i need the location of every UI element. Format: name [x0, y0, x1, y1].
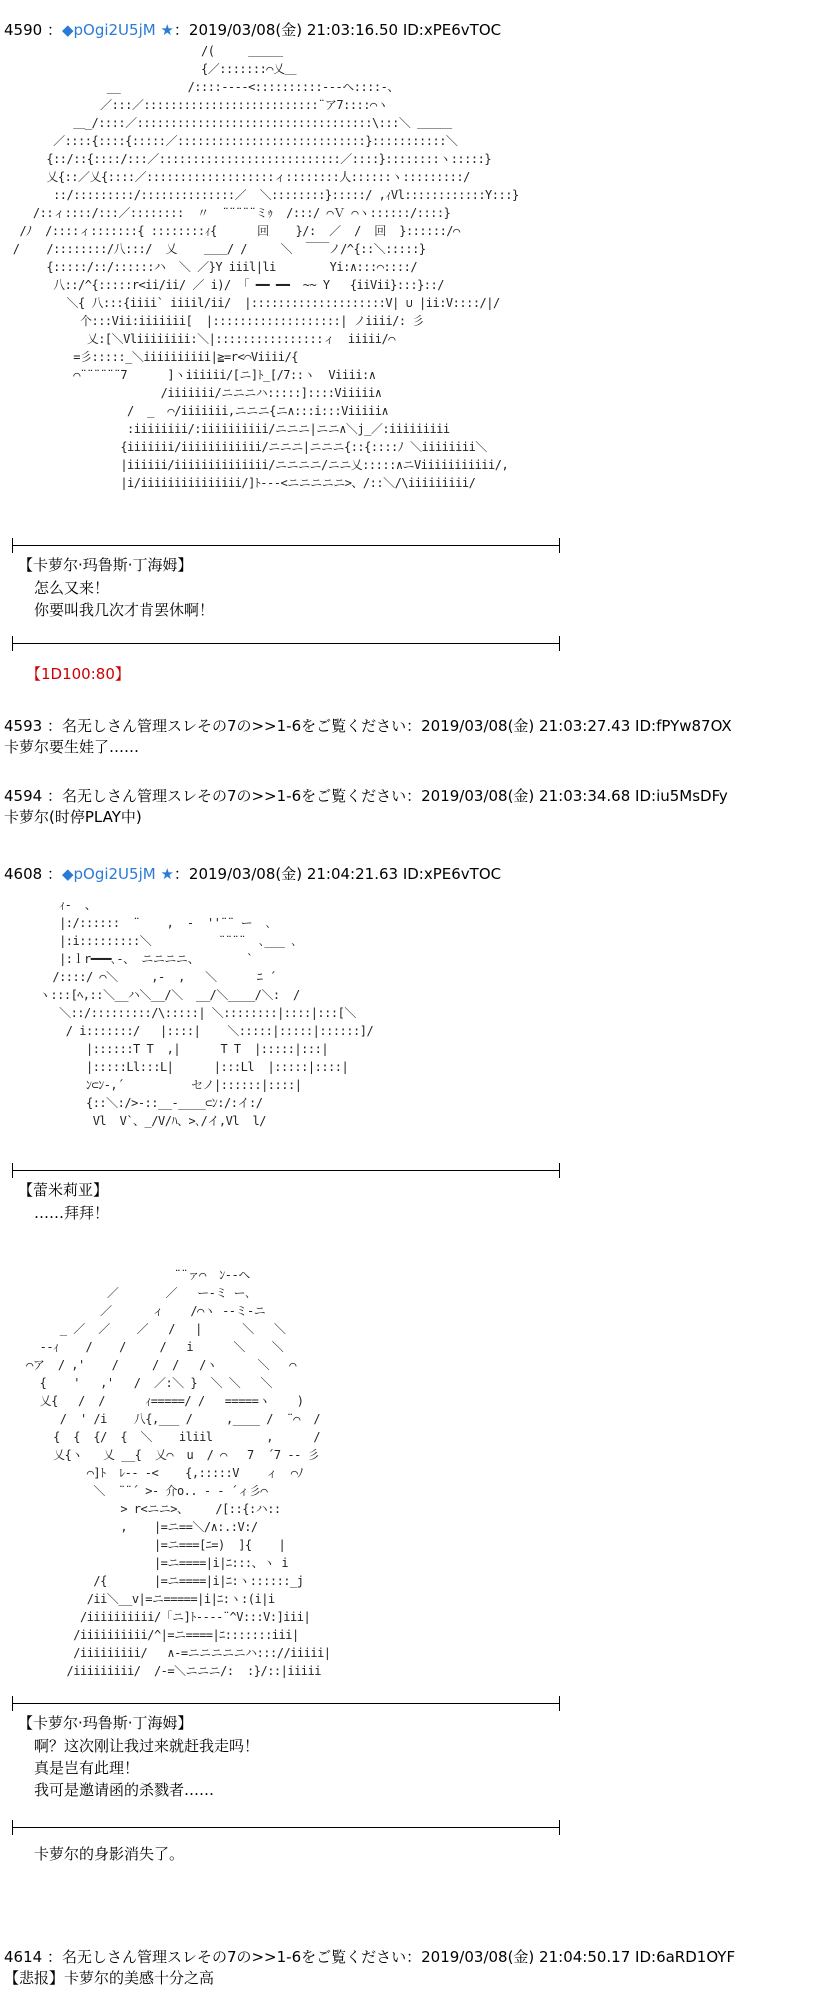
- speaker-name: 【蕾米莉亚】: [18, 1181, 109, 1199]
- dialogue-line: 我可是邀请函的杀戮者……: [34, 1781, 215, 1799]
- post-header-4614: 4614 ：名无しさん管理スレその7の>>1-6をご覧ください：2019/03/08(金) 21:04:50.17 ID:6aRD1OYF: [4, 1948, 736, 1966]
- divider: [12, 643, 560, 644]
- post-meta: ：2019/03/08(金) 21:03:16.50 ID:xPE6vTOC: [173, 21, 502, 39]
- ascii-art-remilia: ｨ- 、 |:/:::::: ¨ , - ''¨¨ ー ､ |:i:::::::::＼ ¨¨¨¨ ､___ ､ |:ｌr━━━､-、 ニニニニ、 ` /::::/ ⌒＼ ,- , ＼ ﾆ ´ ヽ:::[ﾍ,::＼__ハ＼__/＼ __/＼____/＼: / ＼::/:::::::::/\:::::| ＼::::::::|::::|:::[＼ / i:::::::/ |::::| ＼:::::|:::::|::::::]/ |::::::T T ,| T T |:::::|:::| |:::::Ll:::L| |:::Ll |:::::|::::| ﾝ⊂ﾝ-,´ セノ|::::::|::::| {::＼:/>-::__-____⊂ﾝ:/:イ:/ Vl V`、_/V/ﾊ、>､/イ,Vl l/: [38, 898, 374, 1128]
- post-header: [4, 864, 833, 884]
- divider: [12, 1827, 560, 1828]
- speaker-name: 【卡萝尔·玛鲁斯·丁海姆】: [18, 1714, 193, 1732]
- post-header: [4, 20, 833, 40]
- post-number[interactable]: 4608 ：: [4, 865, 62, 883]
- post-body-4593: 卡萝尔要生娃了……: [4, 738, 140, 756]
- dialogue-line: 真是岂有此理！: [34, 1759, 140, 1777]
- dice-roll: 【1D100:80】: [26, 665, 130, 683]
- dialogue-line: ……拜拜！: [34, 1204, 110, 1222]
- divider: [12, 545, 560, 546]
- speaker-name: 【卡萝尔·玛鲁斯·丁海姆】: [18, 556, 193, 574]
- divider: [12, 1703, 560, 1704]
- divider: [12, 1170, 560, 1171]
- post-4590: [4, 20, 833, 40]
- post-header-4593: 4593 ：名无しさん管理スレその7の>>1-6をご覧ください：2019/03/08(金) 21:03:27.43 ID:fPYw87OX: [4, 717, 732, 735]
- narration: 卡萝尔的身影消失了。: [34, 1845, 185, 1863]
- trip-code: ◆pOgi2U5jM ★: [61, 865, 174, 883]
- post-number[interactable]: 4590 ：: [4, 21, 62, 39]
- post-body-4594: 卡萝尔(时停PLAY中): [4, 808, 142, 826]
- post-meta: ：2019/03/08(金) 21:04:21.63 ID:xPE6vTOC: [173, 865, 502, 883]
- ascii-art-carol-2: ¨¨ァ⌒ ﾝ--ヘ ／ ／ ー-ミ ー､ ／ ィ /⌒ヽ --ミ-ニ _ ／ ／ ／ / | ＼ ＼ --ｨ / / / i ＼ ＼ ⌒ア / ,' / / / /ヽ ＼ ⌒ { ' ,' / ／:＼ } ＼ ＼ ＼ 乂{ / / ｨ=====/ / =====ヽ ) / ' /i 八{,___ / ,____ / ¨⌒ / { { {/ { ＼ iliil , / 乂{ヽ 乂 __{ 乂⌒ u / ⌒ 7 ´7 -- 彡 ⌒]ﾄ ﾚ-- -< {,:::::V ィ ⌒ﾉ ＼ ¨¨´ >- 介o.. - - ´ィ彡⌒ > r<ニニ>、 /[::{:ハ:: , |=ニ==＼/∧:.:V:/ |=ニ===[ﾆ=) ]{ | |=ニ====|i|ﾆ:::、ヽ i /{ |=ニ====|i|ﾆ:ヽ::::::_j /ii＼__v|=ニ=====|i|ﾆ:ヽ:(i|i /iiiiiiiiii/「ニ]ﾄ----¨^V:::V:]iii| /iiiiiiiiii/^|=ニ====|ﾆ:::::::iii| /iiiiiiiii/ ∧-=ニニニニニハ::://iiiii| /iiiiiiiii/ /-=＼ニニニ/: :}/::|iiiii: [26, 1268, 331, 1678]
- post-body-4614: 【悲报】卡萝尔的美感十分之高: [4, 1969, 215, 1987]
- ascii-art-carol-1: /( ＿＿＿ {／:::::::⌒乂＿ __ /::::----<::::::::::---ヘ::::-、 ／:::／::::::::::::::::::::::::::¨ア7::::⌒ヽ ＿_/::::／:::::::::::::::::::::::::::::::::::\:::＼ ＿＿＿ ／::::{::::{:::::／::::::::::::::::::::::::::::}:::::::::::＼ {::/::{::::/:::／:::::::::::::::::::::::::::／::::}::::::::ヽ:::::} 乂{::／乂{::::／:::::::::::::::::::ィ::::::::人::::::ヽ:::::::::/ ::/:::::::::/::::::::::::::／ ＼::::::::}:::::/ ,ｨVl::::::::::::Y:::} /::ィ::::/:::／:::::::: 〃 ¨¨¨¨¨ミｩ /:::/ ⌒Ｖ ⌒ヽ::::::/::::} /ﾉ /::::ィ:::::::{ ::::::::ｨ{ 回 }/: ／ / 回 }::::::/⌒ / /::::::::/八:::/ 乂 ＿＿/ / ＼ ￣￣ノ/^{::＼:::::} {:::::/::/::::::ハ ＼ ／}Y iiil|li Yi:∧:::⌒::::/ 八::/^{:::::r<ii/ii/ ／ i)/ 「 ━━ ━━ ~~ Y {iiVii}:::}::/ ＼{ 八:::{iiii` iiiil/ii/ |::::::::::::::::::::V| ∪ |ii:V::::/|/ 个:::Vii:iiiiiii[ |:::::::::::::::::::| ノiiii/: 彡 乂:[＼Vliiiiiiii:＼|::::::::::::::::ィ iiiii/⌒ =彡:::::_＼iiiiiiiiii|≧=r<⌒Viiii/{ ⌒¨¨¨¨¨¨7 ]ヽiiiiii/[ニ]ﾄ_[/7::ヽ Viiii:∧ /iiiiiii/ニニニハ:::::]::::Viiiii∧ / _ ⌒/iiiiiii,ニニニ{ニ∧:::i:::Viiiii∧ :iiiiiiii/:iiiiiiiiii/ニニニ|ニニ∧＼j_／:iiiiiiiii {iiiiiii/iiiiiiiiiiii/ニニニ|ニニニ{::{::::ﾉ ＼iiiiiiii＼ |iiiiii/iiiiiiiiiiiiii/ニニニニ/ニニ乂:::::∧ニViiiiiiiiiii/, |i/iiiiiiiiiiiiiii/]ﾄ---<ニニニニニ>、/::＼/\iiiiiiiii/: [12, 44, 519, 490]
- dialogue-line: 怎么又来！: [34, 579, 110, 597]
- dialogue-line: 啊？这次刚让我过来就赶我走吗！: [34, 1737, 260, 1755]
- post-header-4594: 4594 ：名无しさん管理スレその7の>>1-6をご覧ください：2019/03/08(金) 21:03:34.68 ID:iu5MsDFy: [4, 787, 728, 805]
- post-4608: [4, 864, 833, 884]
- trip-code: ◆pOgi2U5jM ★: [61, 21, 174, 39]
- dialogue-line: 你要叫我几次才肯罢休啊！: [34, 601, 215, 619]
